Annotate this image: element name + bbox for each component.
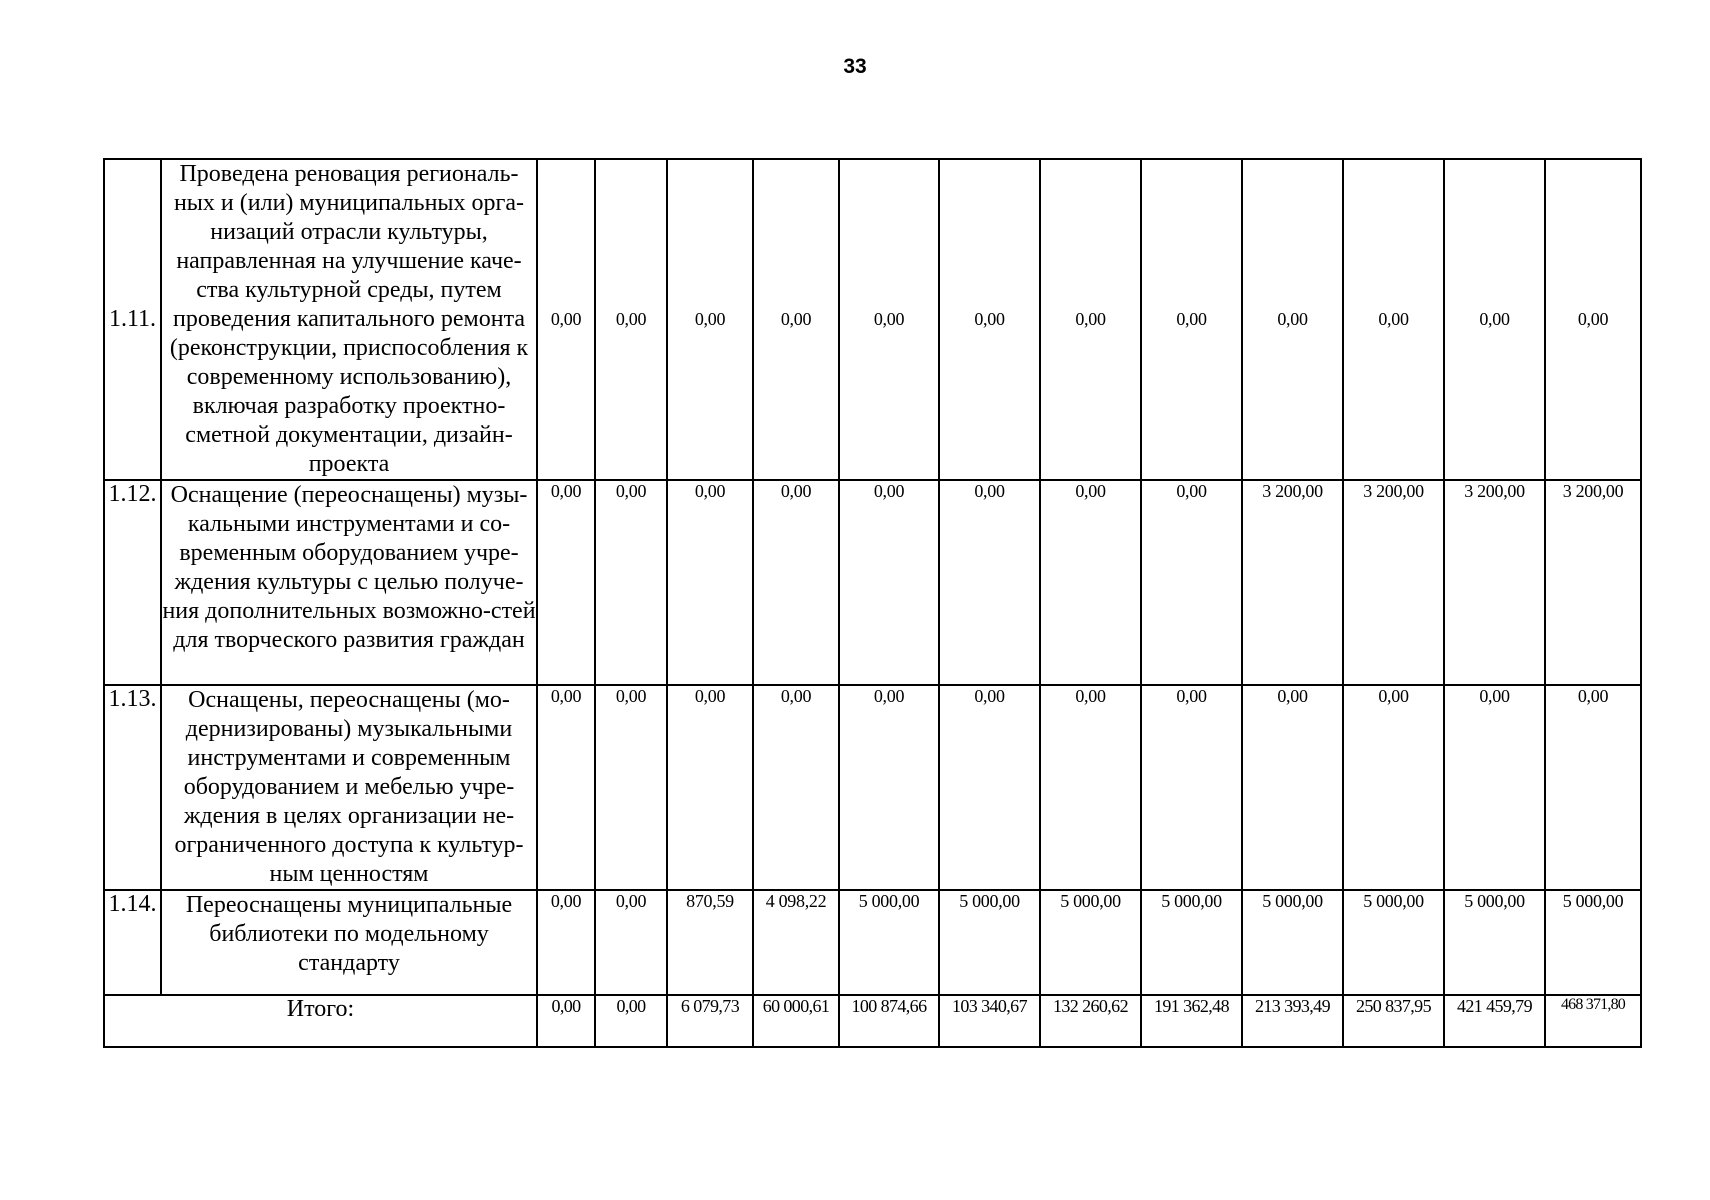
row-number: 1.12. [104,480,161,685]
value-cell: 0,00 [1444,685,1545,890]
total-value-cell: 60 000,61 [753,995,839,1047]
value-cell: 0,00 [939,685,1040,890]
value-cell: 0,00 [1141,480,1242,685]
value-cell: 0,00 [595,890,667,995]
row-number: 1.14. [104,890,161,995]
total-value-cell: 100 874,66 [839,995,939,1047]
value-cell: 0,00 [1040,685,1141,890]
row-number: 1.13. [104,685,161,890]
value-cell: 0,00 [595,685,667,890]
total-value-cell: 468 371,80 [1545,995,1641,1047]
total-value-cell: 421 459,79 [1444,995,1545,1047]
value-cell: 5 000,00 [1141,890,1242,995]
value-cell: 870,59 [667,890,753,995]
budget-table [103,158,1642,1048]
value-cell: 0,00 [1444,159,1545,480]
value-cell: 5 000,00 [1242,890,1343,995]
value-cell: 0,00 [1040,480,1141,685]
value-cell: 0,00 [839,685,939,890]
page-number: 33 [843,55,867,78]
value-cell: 0,00 [753,480,839,685]
total-value-cell: 250 837,95 [1343,995,1444,1047]
value-cell: 3 200,00 [1242,480,1343,685]
value-cell: 5 000,00 [1444,890,1545,995]
row-description: Оснащение (переоснащены) музы-кальными инструментами и со-временным оборудованием учре-ждения культуры с целью получе-ния дополнительных возможно-стей для творческого развития граждан [161,480,537,685]
total-value-cell: 6 079,73 [667,995,753,1047]
row-description: Проведена реновация региональ-ных и (или) муниципальных орга-низаций отрасли культуры, направленная на улучшение каче-ства культурной среды, путем проведения капитального ремонта (реконструкции, приспособления к современному использованию), включая разработку проектно-сметной документации, дизайн-проекта [161,159,537,480]
total-value-cell: 213 393,49 [1242,995,1343,1047]
row-description: Оснащены, переоснащены (мо-дернизированы) музыкальными инструментами и современным оборудованием и мебелью учре-ждения в целях организации не-ограниченного доступа к культур-ным ценностям [161,685,537,890]
value-cell: 3 200,00 [1545,480,1641,685]
value-cell: 0,00 [537,685,595,890]
total-value-cell: 0,00 [537,995,595,1047]
value-cell: 0,00 [753,685,839,890]
value-cell: 0,00 [595,159,667,480]
total-value-cell: 132 260,62 [1040,995,1141,1047]
value-cell: 5 000,00 [1343,890,1444,995]
value-cell: 0,00 [1545,159,1641,480]
value-cell: 0,00 [667,685,753,890]
value-cell: 0,00 [939,480,1040,685]
total-value-cell: 0,00 [595,995,667,1047]
value-cell: 0,00 [1343,159,1444,480]
table-row [104,480,1641,685]
value-cell: 0,00 [839,480,939,685]
row-number: 1.11. [104,159,161,480]
value-cell: 5 000,00 [839,890,939,995]
value-cell: 3 200,00 [1444,480,1545,685]
value-cell: 0,00 [1040,159,1141,480]
value-cell: 0,00 [537,890,595,995]
value-cell: 0,00 [839,159,939,480]
row-description: Переоснащены муниципальные библиотеки по модельному стандарту [161,890,537,995]
value-cell: 0,00 [1141,159,1242,480]
value-cell: 5 000,00 [1040,890,1141,995]
value-cell: 0,00 [537,480,595,685]
value-cell: 5 000,00 [939,890,1040,995]
value-cell: 0,00 [1343,685,1444,890]
value-cell: 3 200,00 [1343,480,1444,685]
table-row [104,685,1641,890]
value-cell: 0,00 [595,480,667,685]
value-cell: 0,00 [1141,685,1242,890]
total-row [104,995,1641,1047]
value-cell: 5 000,00 [1545,890,1641,995]
value-cell: 0,00 [939,159,1040,480]
value-cell: 0,00 [1242,685,1343,890]
total-label: Итого: [104,995,537,1047]
value-cell: 0,00 [1242,159,1343,480]
value-cell: 0,00 [753,159,839,480]
total-value-cell: 103 340,67 [939,995,1040,1047]
value-cell: 0,00 [667,480,753,685]
total-value-cell: 191 362,48 [1141,995,1242,1047]
table-row [104,890,1641,995]
table-body [104,159,1641,1047]
value-cell: 0,00 [537,159,595,480]
value-cell: 4 098,22 [753,890,839,995]
value-cell: 0,00 [667,159,753,480]
value-cell: 0,00 [1545,685,1641,890]
table-row [104,159,1641,480]
